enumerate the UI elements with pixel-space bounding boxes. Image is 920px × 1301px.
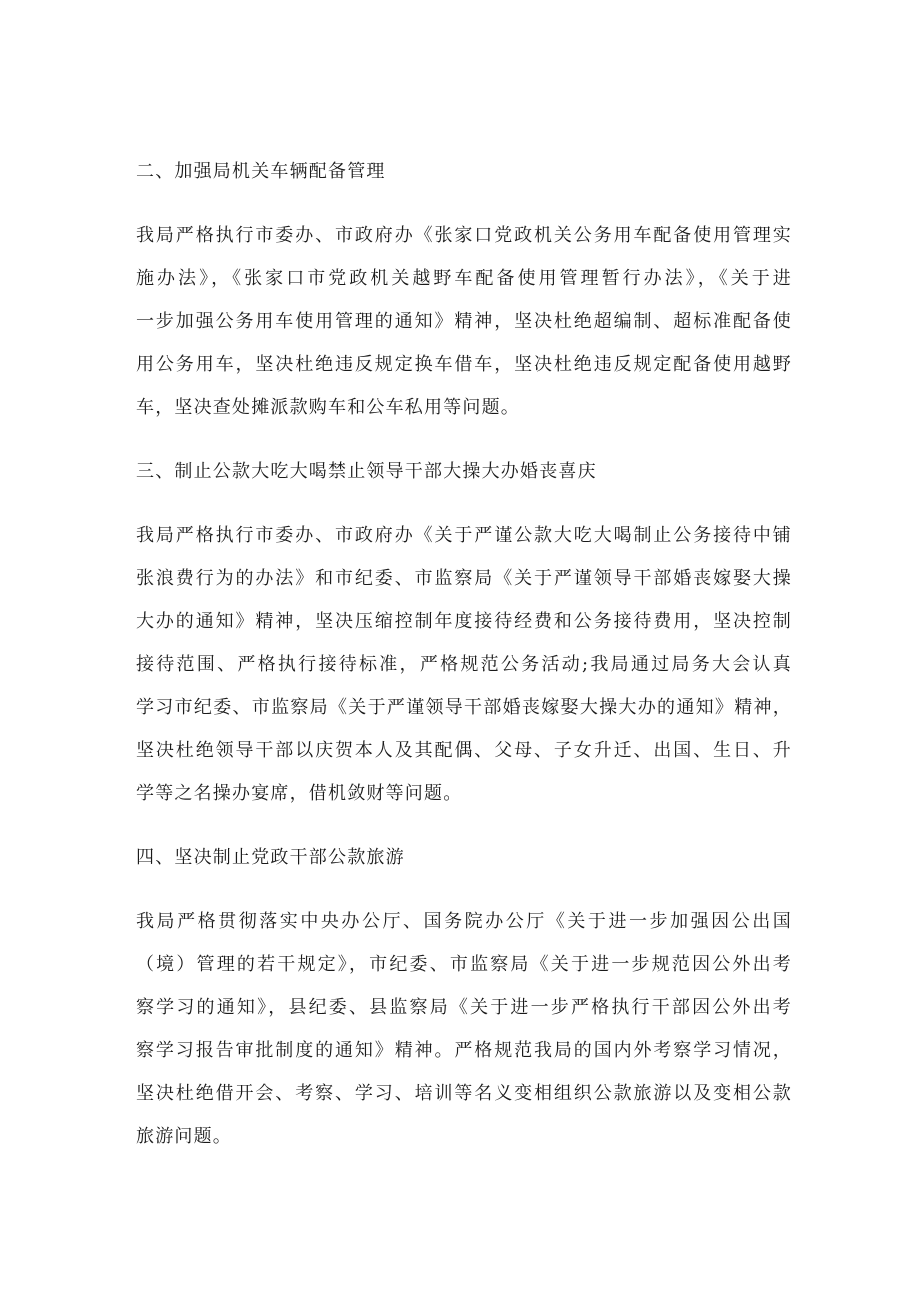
paragraph-line: 张浪费行为的办法》和市纪委、市监察局《关于严谨领导干部婚丧嫁娶大操 <box>136 568 792 589</box>
paragraph-line: 察学习报告审批制度的通知》精神。严格规范我局的国内外考察学习情况， <box>136 1040 792 1061</box>
paragraph-line: （境）管理的若干规定》，市纪委、市监察局《关于进一步规范因公外出考 <box>136 954 792 975</box>
paragraph-line: 我局严格贯彻落实中央办公厅、国务院办公厅《关于进一步加强因公出国 <box>136 911 792 932</box>
section-paragraph-2 <box>136 214 792 429</box>
paragraph-line: 接待范围、严格执行接待标准，严格规范公务活动;我局通过局务大会认真 <box>136 654 792 675</box>
paragraph-line: 学习市纪委、市监察局《关于严谨领导干部婚丧嫁娶大操大办的通知》精神， <box>136 697 792 718</box>
paragraph-line: 我局严格执行市委办、市政府办《关于严谨公款大吃大喝制止公务接待中铺 <box>136 525 792 546</box>
paragraph-line: 坚决杜绝领导干部以庆贺本人及其配偶、父母、子女升迁、出国、生日、升 <box>136 740 792 761</box>
document-body <box>136 150 792 1158</box>
paragraph-line: 坚决杜绝借开会、考察、学习、培训等名义变相组织公款旅游以及变相公款 <box>136 1083 792 1104</box>
paragraph-line: 一步加强公务用车使用管理的通知》精神，坚决杜绝超编制、超标准配备使 <box>136 311 792 332</box>
section-heading-2: 二、加强局机关车辆配备管理 <box>136 161 386 182</box>
paragraph-line: 大办的通知》精神，坚决压缩控制年度接待经费和公务接待费用，坚决控制 <box>136 611 792 632</box>
paragraph-line: 施办法》，《张家口市党政机关越野车配备使用管理暂行办法》，《关于进 <box>136 268 792 289</box>
paragraph-line: 车，坚决查处摊派款购车和公车私用等问题。 <box>136 397 520 418</box>
section-paragraph-3 <box>136 514 792 815</box>
section-heading-3: 三、制止公款大吃大喝禁止领导干部大操大办婚丧喜庆 <box>136 461 597 482</box>
paragraph-line: 我局严格执行市委办、市政府办《张家口党政机关公务用车配备使用管理实 <box>136 225 792 246</box>
paragraph-line: 学等之名操办宴席，借机敛财等问题。 <box>136 783 463 804</box>
section-paragraph-4 <box>136 900 792 1158</box>
section-heading-4: 四、坚决制止党政干部公款旅游 <box>136 847 405 868</box>
paragraph-line: 用公务用车，坚决杜绝违反规定换车借车，坚决杜绝违反规定配备使用越野 <box>136 354 792 375</box>
paragraph-line: 察学习的通知》，县纪委、县监察局《关于进一步严格执行干部因公外出考 <box>136 997 792 1018</box>
paragraph-line: 旅游问题。 <box>136 1126 232 1147</box>
